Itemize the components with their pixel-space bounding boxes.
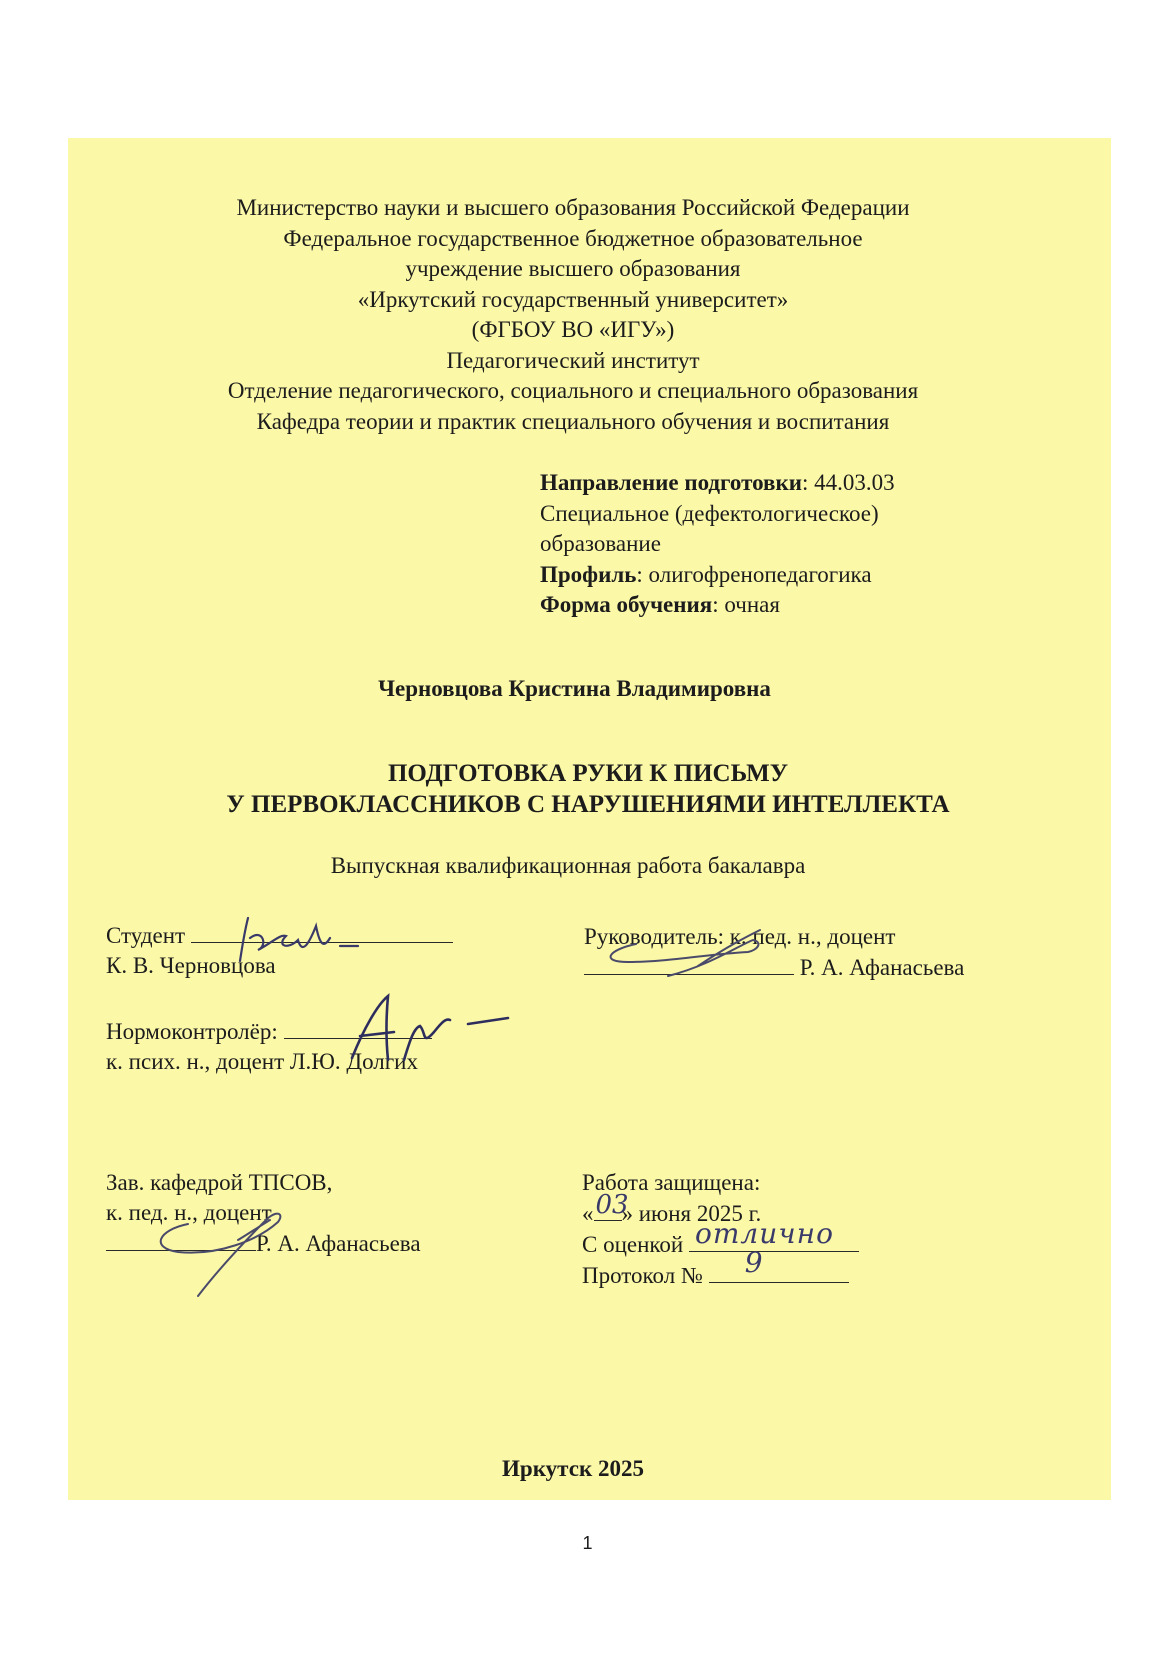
direction-name: Специальное (дефектологическое) (540, 500, 879, 526)
head-label: Зав. кафедрой ТПСОВ, (106, 1170, 333, 1195)
normcontrol-label: Нормоконтролёр: (106, 1019, 278, 1044)
head-name: Р. А. Афанасьева (256, 1231, 421, 1256)
direction-name-cont: образование (540, 531, 661, 556)
normcontrol-block (106, 1016, 432, 1077)
head-of-department-block (106, 1168, 421, 1259)
student-name: К. В. Черновцова (106, 953, 276, 978)
study-direction-block (540, 468, 960, 621)
supervisor-signature-line (584, 952, 794, 975)
profile-label: Профиль (540, 561, 637, 587)
defense-label: Работа защищена: (582, 1170, 761, 1195)
ministry-line: Министерство науки и высшего образования Российской Федерации (236, 195, 910, 220)
defense-day-field (594, 1190, 629, 1221)
thesis-title-line-1: ПОДГОТОВКА РУКИ К ПИСЬМУ (387, 760, 789, 787)
institution-type-line: Федеральное государственное бюджетное образовательное (283, 225, 863, 251)
profile-value: : олигофренопедагогика (636, 561, 872, 587)
head-signature-line (106, 1228, 256, 1251)
institute-name: Педагогический институт (446, 347, 700, 373)
university-abbreviation: (ФГБОУ ВО «ИГУ») (471, 317, 675, 342)
university-name: «Иркутский государственный университет» (357, 286, 789, 312)
normcontrol-signature-line (284, 1016, 432, 1039)
normcontrol-name: к. псих. н., доцент Л.Ю. Долгих (106, 1049, 418, 1074)
supervisor-name: Р. А. Афанасьева (799, 955, 965, 980)
supervisor-block (584, 922, 964, 983)
thesis-title-line-2: У ПЕРВОКЛАССНИКОВ С НАРУШЕНИЯМИ ИНТЕЛЛЕКТА (226, 791, 950, 818)
protocol-label: Протокол № (582, 1263, 703, 1288)
thesis-title (68, 758, 1108, 820)
student-label: Студент (106, 923, 186, 948)
form-value: : очная (712, 592, 780, 617)
direction-label: Направление подготовки (540, 470, 802, 495)
author-name: Черновцова Кристина Владимировна (378, 676, 771, 701)
institution-header (68, 193, 1078, 437)
protocol-number: 9 (744, 1246, 763, 1279)
work-type: Выпускная квалификационная работа бакалавра (330, 853, 806, 878)
chair-name: Кафедра теории и практик специального обучения и воспитания (256, 408, 890, 434)
supervisor-label: Руководитель: к. пед. н., доцент (584, 924, 896, 949)
defense-day: 03 (595, 1190, 629, 1220)
city-year: Иркутск 2025 (502, 1456, 644, 1481)
grade-value: отлично (694, 1217, 834, 1250)
title-page-sheet (68, 138, 1111, 1500)
defense-date-rest: » июня 2025 г. (621, 1201, 762, 1226)
institution-type-line-2: учреждение высшего образования (405, 256, 741, 281)
date-quote-open: « (582, 1201, 594, 1226)
defense-block (582, 1168, 859, 1291)
grade-label: С оценкой (582, 1232, 684, 1257)
form-label: Форма обучения (540, 592, 713, 617)
direction-code: : 44.03.03 (801, 470, 895, 495)
protocol-field (709, 1246, 849, 1283)
student-block (106, 920, 453, 981)
grade-field (689, 1217, 859, 1252)
page-number: 1 (582, 1533, 593, 1553)
head-degree: к. пед. н., доцент (106, 1200, 272, 1225)
student-signature-line (191, 920, 453, 943)
department-name: Отделение педагогического, социального и специального образования (227, 378, 919, 403)
